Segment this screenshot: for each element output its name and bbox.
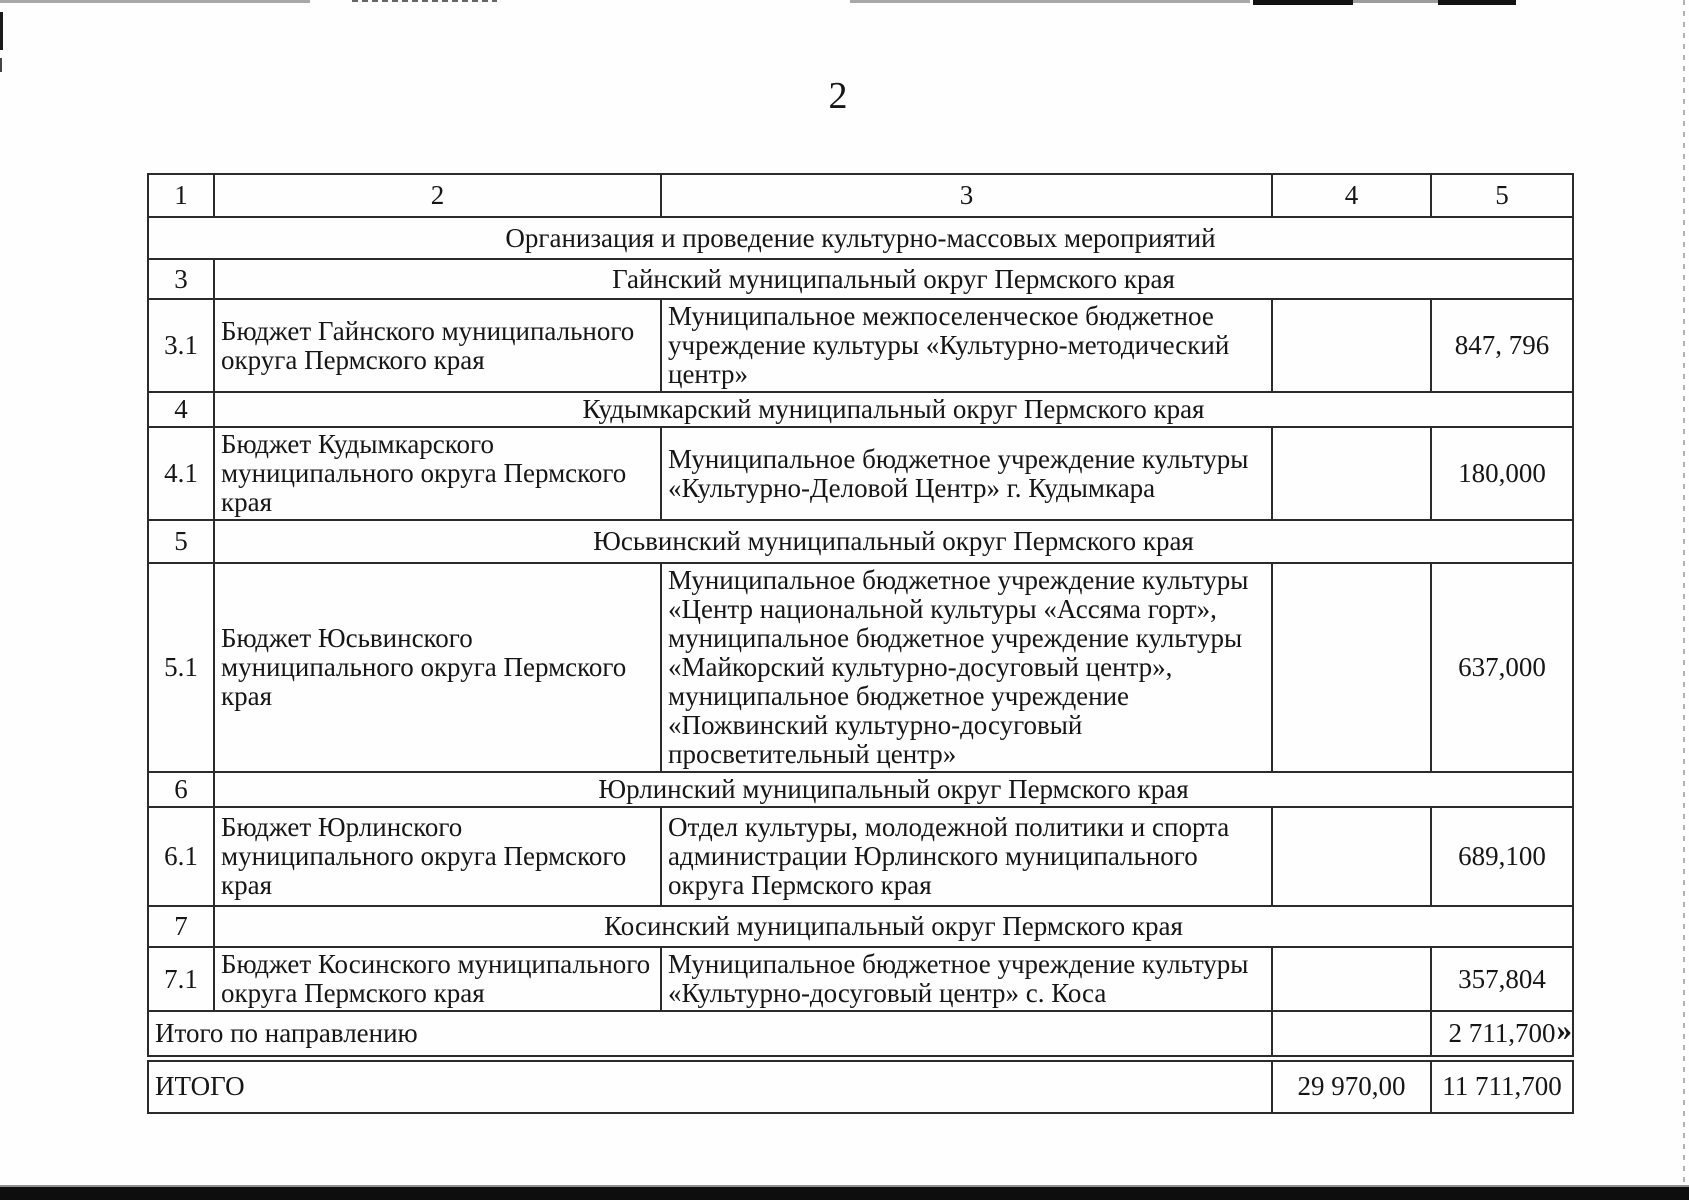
amount-cell: 689,100 (1431, 807, 1573, 906)
budget-cell: Бюджет Косинского муниципального округа Пермского края (214, 947, 661, 1011)
budget-cell: Бюджет Юрлинского муниципального округа Пермского края (214, 807, 661, 906)
amount-cell: 180,000 (1431, 427, 1573, 520)
scan-artifact-top-strip-left (0, 0, 310, 3)
group-num: 4 (148, 392, 214, 427)
scan-artifact-bottom-black-bar (0, 1187, 1689, 1200)
column-header-row (148, 174, 1573, 217)
budget-cell: Бюджет Гайнского муниципального округа Пермского края (214, 299, 661, 392)
group-title: Юрлинский муниципальный округ Пермского края (214, 772, 1573, 807)
institution-cell: Муниципальное межпоселенческое бюджетное учреждение культуры «Культурно-методический центр» (661, 299, 1272, 392)
scan-artifact-top-dashes (352, 0, 497, 2)
col-header-2: 2 (214, 174, 661, 217)
empty-cell (1272, 1011, 1431, 1058)
scan-artifact-right-dotted-line (1683, 0, 1685, 1200)
group-num: 7 (148, 906, 214, 947)
col-header-1: 1 (148, 174, 214, 217)
grand-total-col4: 29 970,00 (1272, 1058, 1431, 1113)
row-num: 4.1 (148, 427, 214, 520)
group-title: Гайнский муниципальный округ Пермского края (214, 259, 1573, 299)
grand-total-row (148, 1058, 1573, 1113)
subtotal-row (148, 1011, 1573, 1058)
col-header-5: 5 (1431, 174, 1573, 217)
subtotal-label: Итого по направлению (148, 1011, 1272, 1058)
institution-cell: Муниципальное бюджетное учреждение культуры «Культурно-Деловой Центр» г. Кудымкара (661, 427, 1272, 520)
continuation-mark: » (1556, 1012, 1572, 1047)
group-title: Юсьвинский муниципальный округ Пермского края (214, 520, 1573, 563)
subtotal-amount: 2 711,700 (1431, 1011, 1573, 1058)
empty-cell (1272, 947, 1431, 1011)
page-number: 2 (828, 75, 848, 117)
data-row (148, 947, 1573, 1011)
data-row (148, 563, 1573, 772)
group-header-row (148, 906, 1573, 947)
data-row (148, 807, 1573, 906)
section-title: Организация и проведение культурно-массовых мероприятий (148, 217, 1573, 259)
data-row (148, 299, 1573, 392)
scan-artifact-top-black-2 (1438, 0, 1516, 5)
amount-cell: 357,804 (1431, 947, 1573, 1011)
col-header-3: 3 (661, 174, 1272, 217)
row-num: 3.1 (148, 299, 214, 392)
budget-cell: Бюджет Кудымкарского муниципального округа Пермского края (214, 427, 661, 520)
scan-artifact-top-black-1 (1253, 0, 1353, 5)
group-num: 3 (148, 259, 214, 299)
scan-artifact-left-mark-1 (0, 12, 3, 50)
scan-artifact-top-strip-right (1353, 0, 1441, 3)
data-row (148, 427, 1573, 520)
group-header-row (148, 259, 1573, 299)
group-header-row (148, 392, 1573, 427)
group-title: Кудымкарский муниципальный округ Пермского края (214, 392, 1573, 427)
institution-cell: Муниципальное бюджетное учреждение культуры «Культурно-досуговый центр» с. Коса (661, 947, 1272, 1011)
grand-total-amount: 11 711,700 (1431, 1058, 1573, 1113)
row-num: 5.1 (148, 563, 214, 772)
row-num: 7.1 (148, 947, 214, 1011)
budget-table (147, 173, 1574, 1114)
empty-cell (1272, 563, 1431, 772)
scan-artifact-top-strip-mid (850, 0, 1250, 3)
amount-cell: 637,000 (1431, 563, 1573, 772)
institution-cell: Отдел культуры, молодежной политики и спорта администрации Юрлинского муниципального округа Пермского края (661, 807, 1272, 906)
institution-cell: Муниципальное бюджетное учреждение культуры «Центр национальной культуры «Ассяма горт», муниципальное бюджетное учреждение культуры «Майкорский культурно-досуговый центр», муниципальное бюджетное учреждение «Пожвинский культурно-досуговый просветительный центр» (661, 563, 1272, 772)
empty-cell (1272, 299, 1431, 392)
empty-cell (1272, 807, 1431, 906)
grand-total-label: ИТОГО (148, 1058, 1272, 1113)
group-header-row (148, 772, 1573, 807)
group-num: 6 (148, 772, 214, 807)
budget-cell: Бюджет Юсьвинского муниципального округа Пермского края (214, 563, 661, 772)
section-title-row (148, 217, 1573, 259)
group-title: Косинский муниципальный округ Пермского края (214, 906, 1573, 947)
amount-cell: 847, 796 (1431, 299, 1573, 392)
group-header-row (148, 520, 1573, 563)
empty-cell (1272, 427, 1431, 520)
scan-artifact-left-mark-2 (0, 58, 2, 72)
col-header-4: 4 (1272, 174, 1431, 217)
group-num: 5 (148, 520, 214, 563)
row-num: 6.1 (148, 807, 214, 906)
